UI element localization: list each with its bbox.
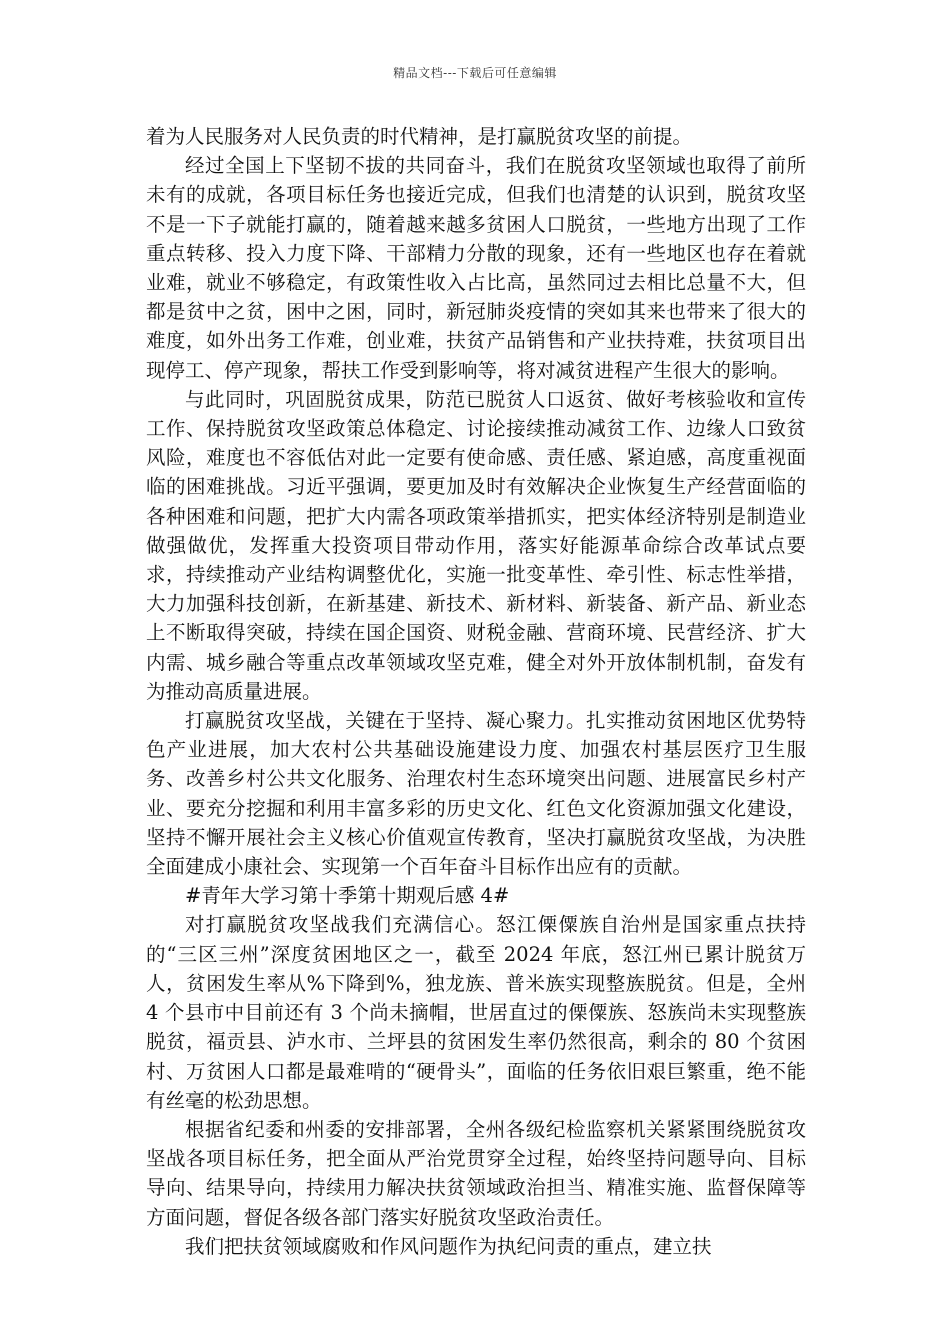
paragraph: 与此同时，巩固脱贫成果，防范已脱贫人口返贫、做好考核验收和宣传工作、保持脱贫攻坚政策总体稳定、讨论接续推动减贫工作、边缘人口致贫风险，难度也不容低估对此一定要有使命感、责任感、紧迫感，高度重视面临的困难挑战。习近平强调，要更加及时有效解决企业恢复生产经营面临的各种困难和问题，把扩大内需各项政策举措抓实，把实体经济特别是制造业做强做优，发挥重大投资项目带动作用，落实好能源革命综合改革试点要求，持续推动产业结构调整优化，实施一批变革性、牵引性、标志性举措，大力加强科技创新，在新基建、新技术、新材料、新装备、新产品、新业态上不断取得突破，持续在国企国资、财税金融、营商环境、民营经济、扩大内需、城乡融合等重点改革领域攻坚克难，健全对外开放体制机制，奋发有为推动高质量进展。: [146, 387, 806, 703]
paragraph: 经过全国上下坚韧不拔的共同奋斗，我们在脱贫攻坚领域也取得了前所未有的成就，各项目标任务也接近完成，但我们也清楚的认识到，脱贫攻坚不是一下子就能打赢的，随着越来越多贫困人口脱贫，一些地方出现了工作重点转移、投入力度下降、干部精力分散的现象，还有一些地区也存在着就业难，就业不够稳定，有政策性收入占比高，虽然同过去相比总量不大，但都是贫中之贫，困中之困，同时，新冠肺炎疫情的突如其来也带来了很大的难度，如外出务工作难，创业难，扶贫产品销售和产业扶持难，扶贫项目出现停工、停产现象，帮扶工作受到影响等，将对减贫进程产生很大的影响。: [146, 154, 806, 382]
paragraph: 打赢脱贫攻坚战，关键在于坚持、凝心聚力。扎实推动贫困地区优势特色产业进展，加大农村公共基础设施建设力度、加强农村基层医疗卫生服务、改善乡村公共文化服务、治理农村生态环境突出问题、进展富民乡村产业、要充分挖掘和利用丰富多彩的历史文化、红色文化资源加强文化建设，坚持不懈开展社会主义核心价值观宣传教育，坚决打赢脱贫攻坚战，为决胜全面建成小康社会、实现第一个百年奋斗目标作出应有的贡献。: [146, 709, 806, 879]
document-body: [146, 122, 806, 1261]
paragraph-continuation: 着为人民服务对人民负责的时代精神，是打赢脱贫攻坚的前提。: [146, 125, 693, 148]
page-header: 精品文档---下载后可任意编辑: [393, 66, 557, 80]
paragraph: 根据省纪委和州委的安排部署，全州各级纪检监察机关紧紧围绕脱贫攻坚战各项目标任务，把全面从严治党贯穿全过程，始终坚持问题导向、目标导向、结果导向，持续用力解决扶贫领域政治担当、精准实施、监督保障等方面问题，督促各级各部门落实好脱贫攻坚政治责任。: [146, 1117, 806, 1229]
paragraph: 我们把扶贫领域腐败和作风问题作为执纪问责的重点，建立扶: [185, 1234, 712, 1258]
paragraph: 对打赢脱贫攻坚战我们充满信心。怒江傈僳族自治州是国家重点扶持的“三区三州”深度贫困地区之一，截至 2024 年底，怒江州已累计脱贫万人，贫困发生率从%下降到%，独龙族、普米族实现整族脱贫。但是，全州 4 个县市中目前还有 3 个尚未摘帽，世居直过的傈僳族、怒族尚未实现整族脱贫，福贡县、泸水市、兰坪县的贫困发生率仍然很高，剩余的 80 个贫困村、万贫困人口都是最难啃的“硬骨头”，面临的任务依旧艰巨繁重，绝不能有丝毫的松劲思想。: [146, 913, 806, 1112]
section-heading: #青年大学习第十季第十期观后感 4#: [185, 884, 510, 908]
